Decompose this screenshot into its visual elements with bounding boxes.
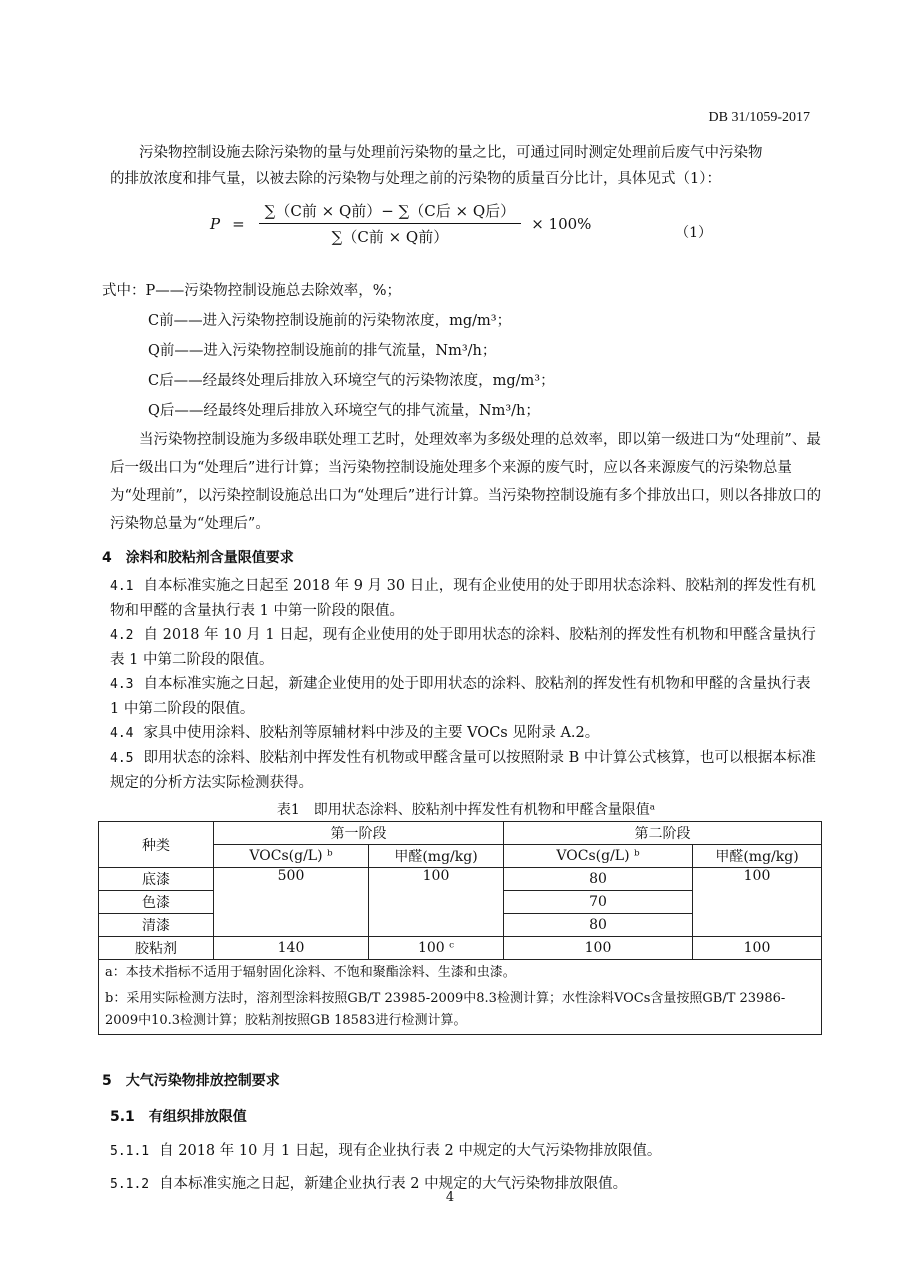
cell-s1-hcho-adh: 100 ᶜ [369, 937, 504, 960]
clause-number: 4.4 [110, 726, 134, 741]
equation-number: （1） [675, 225, 712, 241]
cell-s1-vocs-paint: 500 [214, 868, 369, 937]
cell-s2-hcho-adh: 100 [693, 937, 822, 960]
clause-text: 自本标准实施之日起，新建企业使用的处于即用状态的涂料、胶粘剂的挥发性有机物和甲醛的含量执行表 1 中第二阶段的限值。 [110, 676, 811, 717]
clause-number: 4.5 [110, 751, 134, 766]
table-row [99, 868, 822, 891]
cell-s1-vocs-adh: 140 [214, 937, 369, 960]
header-s1-hcho: 甲醛(mg/kg) [369, 845, 504, 868]
legend-q-back: Q后——经最终处理后排放入环境空气的排气流量，Nm³/h； [148, 403, 540, 419]
cell-s2-hcho-paint: 100 [693, 868, 822, 937]
legend-p: 式中：P——污染物控制设施总去除效率，%； [102, 283, 402, 299]
clause-text: 即用状态的涂料、胶粘剂中挥发性有机物或甲醛含量可以按照附录 B 中计算公式核算，也可以根据本标准规定的分析方法实际检测获得。 [110, 750, 816, 791]
cell-s2-vocs-color: 70 [504, 891, 693, 914]
legend-q-front: Q前——进入污染物控制设施前的排气流量，Nm³/h； [148, 343, 497, 359]
formula-lhs: P [210, 214, 221, 233]
clause-number: 4.2 [110, 628, 134, 643]
row-name-primer: 底漆 [99, 868, 214, 891]
cell-s2-vocs-adh: 100 [504, 937, 693, 960]
formula-numerator: ∑（C前 × Q前）− ∑（C后 × Q后） [259, 200, 522, 224]
clause-4-3 [110, 672, 822, 721]
formula-equals: = [232, 214, 245, 233]
clause-4-4 [110, 721, 822, 746]
row-name-adhesive: 胶粘剂 [99, 937, 214, 960]
header-s2-vocs: VOCs(g/L) ᵇ [504, 845, 693, 868]
clause-4-1 [110, 574, 822, 623]
multi-stage-paragraph: 当污染物控制设施为多级串联处理工艺时，处理效率为多级处理的总效率，即以第一级进口为“处理前”、最后一级出口为“处理后”进行计算；当污染物控制设施处理多个来源的废气时，应以各来源废气的污染物总量为“处理前”，以污染控制设施总出口为“处理后”进行计算。当污染物控制设施有多个排放出口，则以各排放口的污染物总量为“处理后”。 [110, 432, 822, 532]
formula-legend [102, 276, 822, 426]
clause-text: 自 2018 年 10 月 1 日起，现有企业使用的处于即用状态的涂料、胶粘剂的挥发性有机物和甲醛含量执行表 1 中第二阶段的限值。 [110, 627, 816, 668]
clause-number: 5.1.1 [110, 1144, 150, 1159]
table-note-a: a：本技术指标不适用于辐射固化涂料、不饱和聚酯涂料、生漆和虫漆。 [105, 965, 516, 980]
table-notes [99, 960, 822, 1035]
table-header-row [99, 822, 822, 845]
standard-code: DB 31/1059-2017 [708, 110, 810, 125]
header-stage-2: 第二阶段 [504, 822, 822, 845]
row-name-colorpaint: 色漆 [99, 891, 214, 914]
page-number: 4 [445, 1190, 455, 1205]
header-s2-hcho: 甲醛(mg/kg) [693, 845, 822, 868]
efficiency-formula [110, 194, 822, 262]
section-5-heading: 5 大气污染物排放控制要求 [102, 1073, 280, 1089]
intro-line-2: 的排放浓度和排气量，以被去除的污染物与处理之前的污染物的质量百分比计，具体见式（1）： [110, 171, 721, 187]
clause-text: 自本标准实施之日起至 2018 年 9 月 30 日止，现有企业使用的处于即用状态涂料、胶粘剂的挥发性有机物和甲醛的含量执行表 1 中第一阶段的限值。 [110, 578, 816, 619]
cell-s2-vocs-primer: 80 [504, 868, 693, 891]
formula-times-100: × 100% [531, 214, 592, 233]
section-4-heading: 4 涂料和胶粘剂含量限值要求 [102, 550, 294, 566]
legend-c-back: C后——经最终处理后排放入环境空气的污染物浓度，mg/m³； [148, 373, 555, 389]
clause-text: 家具中使用涂料、胶粘剂等原辅材料中涉及的主要 VOCs 见附录 A.2。 [143, 725, 600, 741]
table-notes-row [99, 960, 822, 1035]
table-1-title: 表1 即用状态涂料、胶粘剂中挥发性有机物和甲醛含量限值ᵃ [276, 802, 656, 818]
clause-5-1-1 [110, 1135, 822, 1168]
section-5-1-heading: 5.1 有组织排放限值 [110, 1109, 247, 1125]
cell-s2-vocs-clear: 80 [504, 914, 693, 937]
clause-text: 自本标准实施之日起，新建企业执行表 2 中规定的大气污染物排放限值。 [159, 1176, 628, 1192]
clause-4-5 [110, 746, 822, 795]
row-name-clearcoat: 清漆 [99, 914, 214, 937]
header-s1-vocs: VOCs(g/L) ᵇ [214, 845, 369, 868]
header-kind: 种类 [99, 822, 214, 868]
clause-text: 自 2018 年 10 月 1 日起，现有企业执行表 2 中规定的大气污染物排放限值。 [159, 1143, 662, 1159]
clause-number: 4.3 [110, 677, 134, 692]
clause-number: 5.1.2 [110, 1177, 150, 1192]
voc-limit-table [98, 821, 822, 1035]
header-stage-1: 第一阶段 [214, 822, 504, 845]
formula-fraction [259, 200, 522, 247]
formula-expression [210, 200, 591, 247]
intro-line-1: 污染物控制设施去除污染物的量与处理前污染物的量之比，可通过同时测定处理前后废气中污染物 [139, 145, 763, 161]
page-content [102, 140, 822, 1201]
formula-denominator: ∑（C前 × Q前） [331, 228, 449, 246]
clause-4-2 [110, 623, 822, 672]
cell-s1-hcho-paint: 100 [369, 868, 504, 937]
table-note-b: b：采用实际检测方法时，溶剂型涂料按照GB/T 23985-2009中8.3检测计算；水性涂料VOCs含量按照GB/T 23986-2009中10.3检测计算；胶粘剂按照GB 18583进行检测计算。 [105, 991, 786, 1028]
clause-number: 4.1 [110, 579, 134, 594]
legend-c-front: C前——进入污染物控制设施前的污染物浓度，mg/m³； [148, 313, 512, 329]
table-row [99, 937, 822, 960]
